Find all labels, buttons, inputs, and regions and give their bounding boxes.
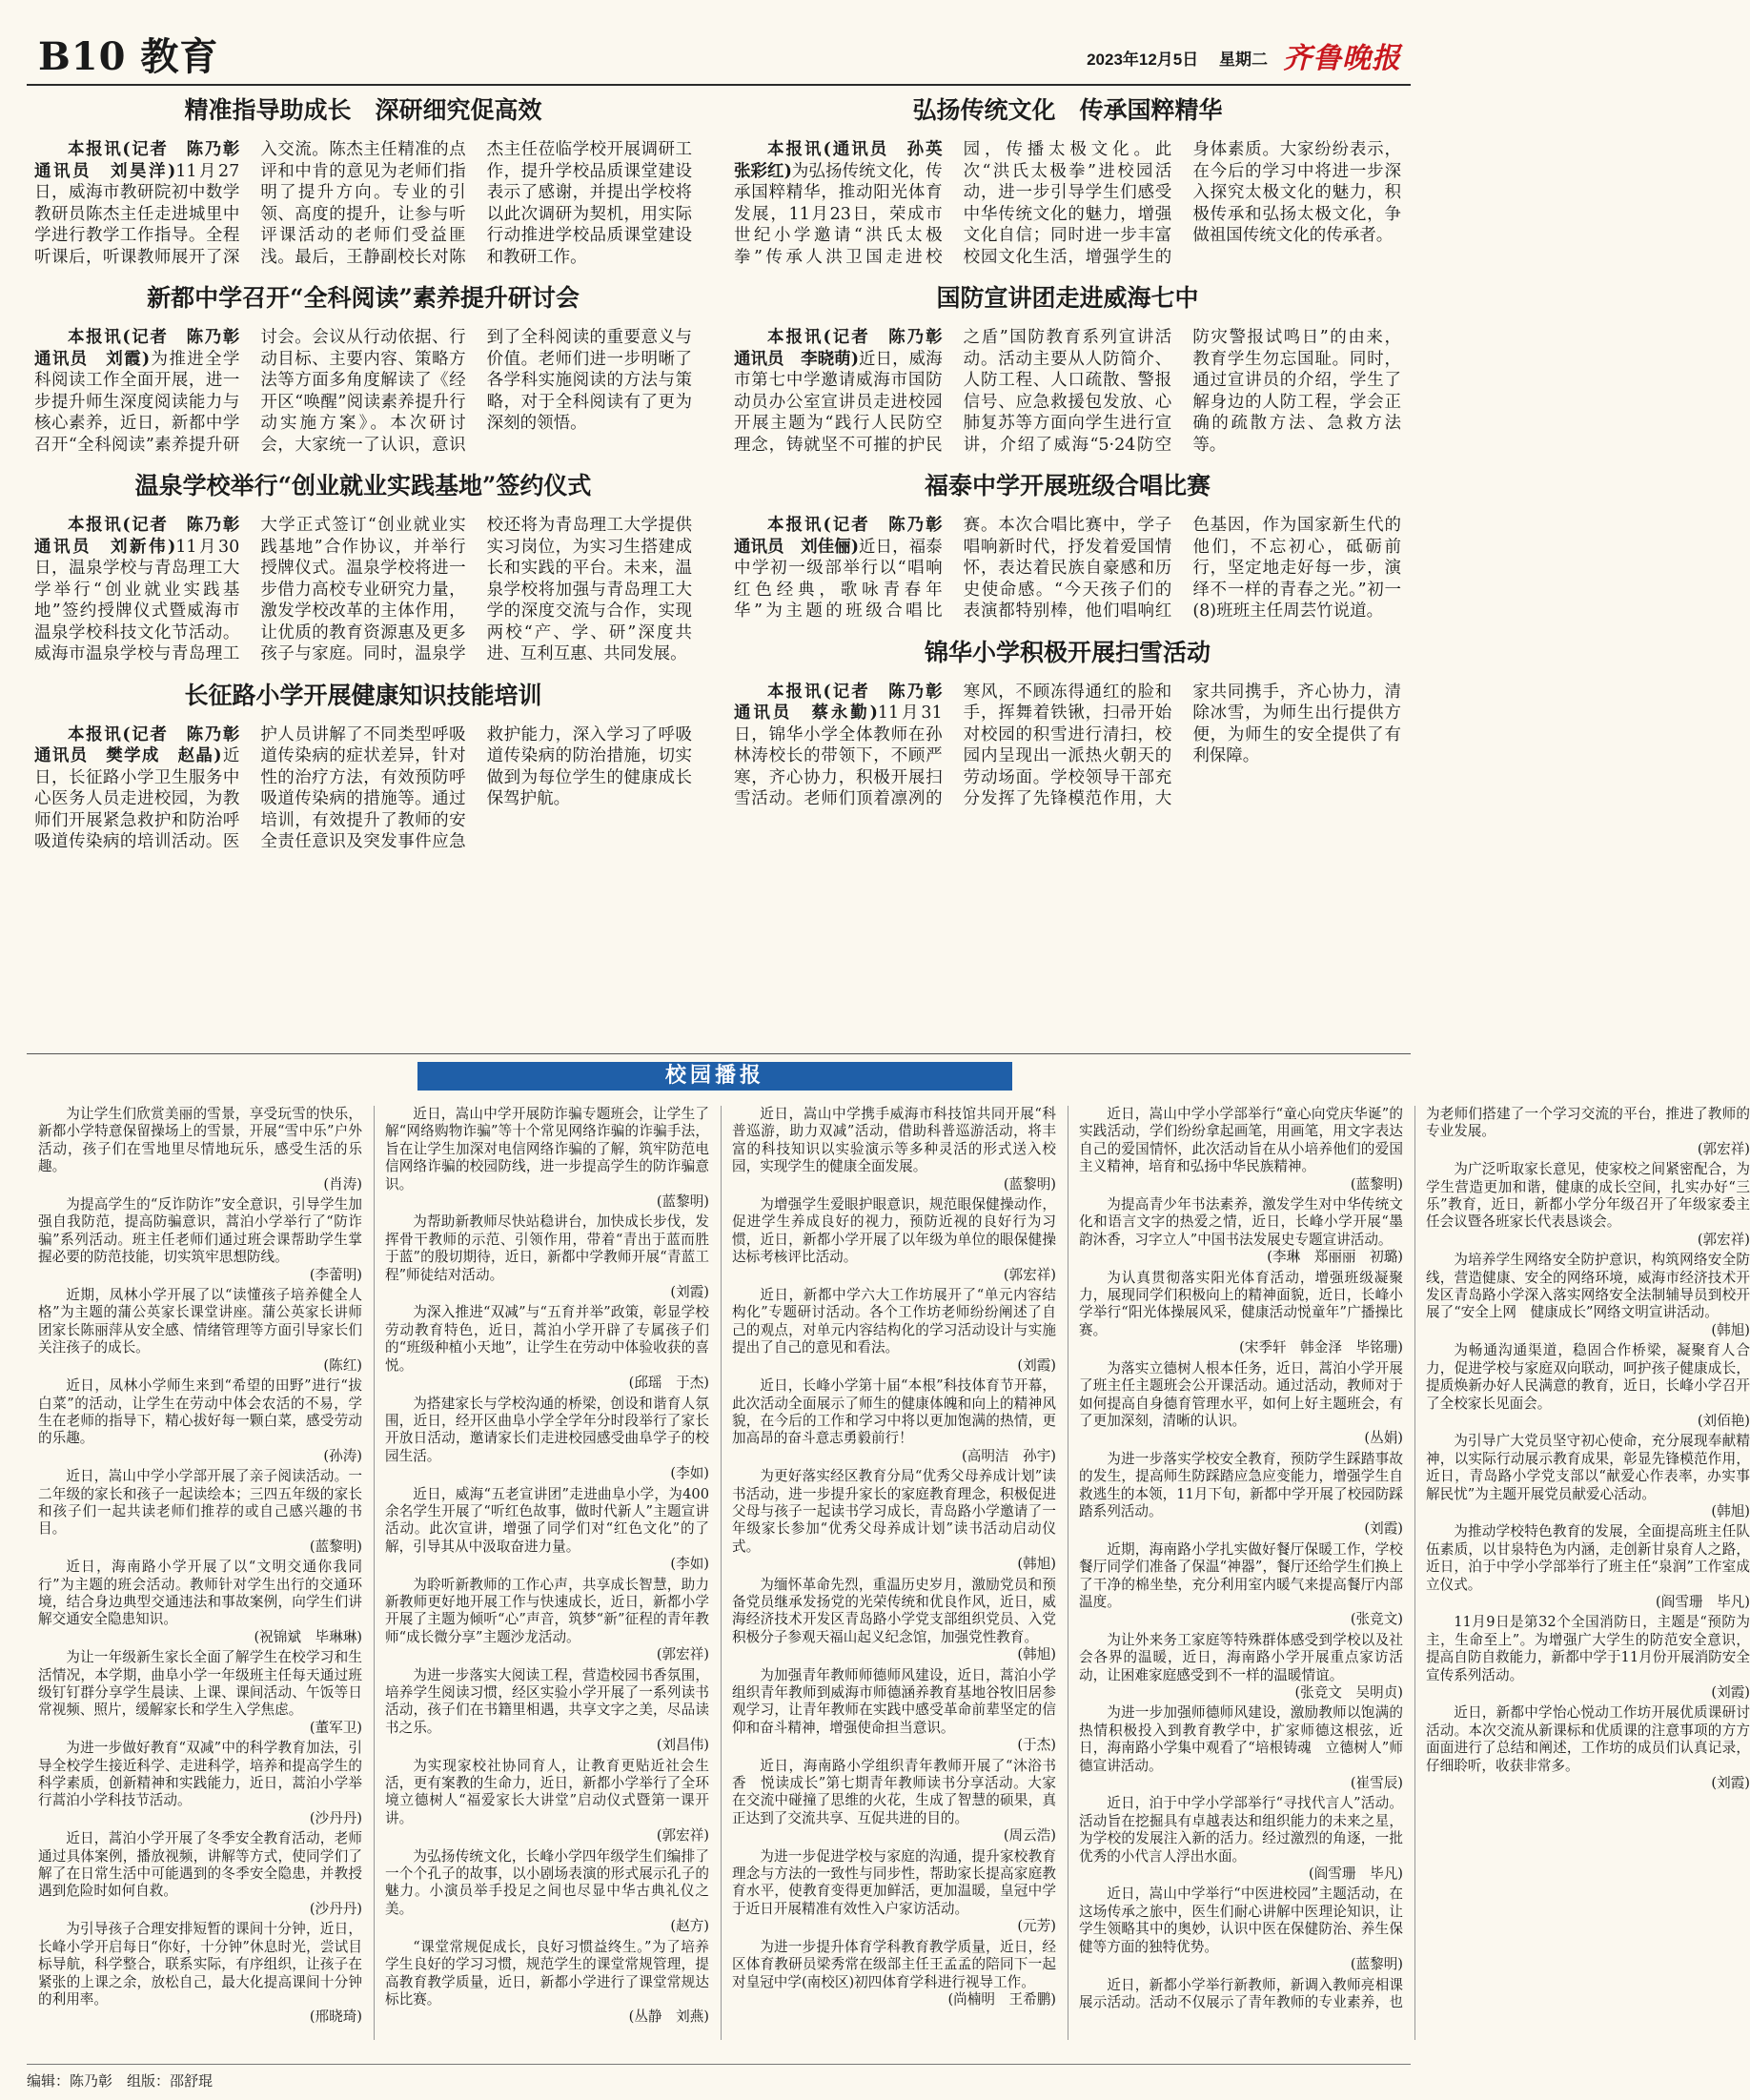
news-article bbox=[34, 283, 692, 456]
brief-text: 近日，嵩山中学举行“中医进校园”主题活动，在这场传承之旅中，医生们耐心讲解中医理论知识，让学生领略其中的奥妙，认识中医在保健防治、养生保健等方面的独特优势。 bbox=[1079, 1886, 1403, 1955]
brief-author: (郭宏祥) bbox=[1697, 1231, 1750, 1248]
article-text: 近日，威海市第七中学邀请威海市国防动员办公室宣讲员走进校园开展主题为“践行人民防空理念，铸就坚不可摧的护民之盾”国防教育系列宣讲活动。活动主要从人防简介、人防工程、人口疏散、警报信号、应急救援包发放、心肺复苏等方面向学生进行宣讲，介绍了威海“5·24防空防灾警报试鸣日”的由来，教育学生勿忘国耻。同时，通过宣讲员的介绍，学生了解身边的人防工程，学会正确的疏散方法、急救方法等。 bbox=[734, 328, 1401, 455]
brief-item bbox=[732, 1196, 1056, 1284]
brief-text: 为帮助新教师尽快站稳讲台，加快成长步伐，发挥骨干教师的示范、引领作用，带着“青出于蓝而胜于蓝”的殷切期待，近日，新都中学教师开展“青蓝工程”师徒结对活动。 bbox=[385, 1213, 709, 1283]
brief-text: “课堂常规促成长，良好习惯益终生。”为了培养学生良好的学习习惯，规范学生的课堂常规管理，提高教育教学质量，近日，新都小学进行了课堂常规达标比赛。 bbox=[385, 1938, 709, 2008]
brief-text: 为落实立德树人根本任务，近日，蒿泊小学开展了班主任主题班会公开课活动。通过活动，教师对于如何提高自身德育管理水平，如何上好主题班会，有了更加深刻，清晰的认识。 bbox=[1079, 1359, 1403, 1429]
article-body bbox=[734, 327, 1401, 456]
brief-author: (元芳) bbox=[1017, 1918, 1056, 1935]
brief-item bbox=[38, 1740, 362, 1827]
article-headline: 新都中学召开“全科阅读”素养提升研讨会 bbox=[147, 284, 580, 312]
brief-author: (韩旭) bbox=[1017, 1646, 1056, 1663]
brief-item bbox=[38, 1649, 362, 1737]
brief-author: (张竞文) bbox=[1350, 1611, 1403, 1628]
brief-author: (刘霞) bbox=[1711, 1684, 1750, 1701]
brief-item bbox=[732, 1377, 1056, 1465]
news-article bbox=[734, 638, 1401, 810]
brief-text: 为提高学生的“反诈防诈”安全意识，引导学生加强自我防范，提高防骗意识，蒿泊小学举行了“防诈骗”系列活动。班主任老师们通过班会课帮助学生掌握必要的防范技能，切实筑牢思想防线。 bbox=[38, 1196, 362, 1266]
brief-item bbox=[38, 1106, 362, 1193]
brief-text: 近日，新都小学举行新教师，新调入教师亮相课展示活动。活动不仅展示了青年教师的专业素养，也为老师们搭建了一个学习交流的平台，推进了教师的专业发展。 bbox=[1079, 1106, 1750, 2010]
article-byline: 本报讯(记者 陈乃彰 通讯员 蔡永勤) bbox=[734, 682, 960, 723]
article-byline: 本报讯(记者 陈乃彰 通讯员 刘新伟) bbox=[34, 516, 256, 557]
brief-author: (赵方) bbox=[670, 1918, 709, 1935]
brief-text: 近日，嵩山中学小学部开展了亲子阅读活动。一二年级的家长和孩子一起读绘本；三四五年级的家长和孩子们一起共读老师们推荐的或自己感兴趣的书目。 bbox=[38, 1468, 362, 1538]
brief-item bbox=[385, 1848, 709, 1936]
brief-text: 近日，蒿泊小学开展了冬季安全教育活动，老师通过具体案例，播放视频，讲解等方式，使同学们了解了在日常生活中可能遇到的冬季安全隐患，并教授遇到危险时如何自救。 bbox=[38, 1830, 362, 1900]
brief-author: (李如) bbox=[670, 1465, 709, 1482]
brief-item bbox=[38, 1468, 362, 1556]
brief-item bbox=[1426, 1252, 1750, 1339]
brief-item bbox=[1426, 1523, 1750, 1611]
brief-text: 近日，嵩山中学开展防诈骗专题班会，让学生了解“网络购物诈骗”等十个常见网络诈骗的诈骗手法，旨在让学生加深对电信网络诈骗的了解，筑牢防范电信网络诈骗的校园防线，进一步提高学生的防诈骗意识。 bbox=[385, 1106, 709, 1193]
article-byline: 本报讯(记者 陈乃彰 通讯员 李晓萌) bbox=[734, 328, 960, 369]
brief-author: (孙涛) bbox=[323, 1447, 362, 1464]
brief-text: 近日，新都中学六大工作坊展开了“单元内容结构化”专题研讨活动。各个工作坊老师纷纷阐述了自己的观点，对单元内容结构化的学习活动设计与实施提出了自己的意见和看法。 bbox=[732, 1287, 1056, 1356]
article-text: 为弘扬传统文化，传承国粹精华，推动阳光体育发展，11月23日，荣成市世纪小学邀请“洪氏太极拳”传承人洪卫国走进校园，传播太极文化。此次“洪氏太极拳”进校园活动，进一步引导学生们感受中华传统文化的魅力，增强文化自信；同时进一步丰富校园文化生活，增强学生的身体素质。大家纷纷表示，在今后的学习中将进一步深入探究太极文化的魅力，积极传承和弘扬太极文化，争做祖国传统文化的传承者。 bbox=[734, 140, 1401, 267]
campus-briefs bbox=[38, 1106, 1750, 2040]
brief-author: (郭宏祥) bbox=[1697, 1140, 1750, 1157]
brief-item bbox=[1426, 1614, 1750, 1702]
brief-author: (邢晓琦) bbox=[309, 2008, 362, 2026]
brief-text: 为加强青年教师师德师风建设，近日，蒿泊小学组织青年教师到威海市师德涵养教育基地谷牧旧居参观学习，让青年教师在实践中感受革命前辈坚定的信仰和奋斗精神，增强使命担当意识。 bbox=[732, 1666, 1056, 1736]
brief-author: (崔雪辰) bbox=[1350, 1775, 1403, 1792]
brief-text: 为进一步促进学校与家庭的沟通，提升家校教育理念与方法的一致性与同步性，帮助家长提高家庭教育水平，使教育变得更加鲜活，更加温暖，皇冠中学于近日开展精准有效性入户家访活动。 bbox=[732, 1847, 1056, 1917]
brief-item bbox=[385, 1758, 709, 1845]
article-text: 11月27日，威海市教研院初中数学教研员陈杰主任走进城里中学进行教学工作指导。全程听课后，听课教师展开了深入交流。陈杰主任精准的点评和中肯的意见为老师们指明了提升方向。专业的引领、高度的提升，让参与听评课活动的老师们受益匪浅。最后，王静副校长对陈杰主任莅临学校开展调研工作，提升学校品质课堂建设表示了感谢，并提出学校将以此次调研为契机，用实际行动推进学校品质课堂建设和教研工作。 bbox=[34, 140, 692, 267]
brief-text: 近日，泊于中学小学部举行“寻找代言人”活动。活动旨在挖掘具有卓越表达和组织能力的未来之星，为学校的发展注入新的活力。经过激烈的角逐，一批优秀的小代言人浮出水面。 bbox=[1079, 1795, 1403, 1865]
brief-text: 为让学生们欣赏美丽的雪景，享受玩雪的快乐，新都小学特意保留操场上的雪景，开展“雪中乐”户外活动，孩子们在雪地里尽情地玩乐，感受生活的乐趣。 bbox=[38, 1106, 362, 1175]
article-body bbox=[34, 515, 692, 665]
article-text: 近日，长征路小学卫生服务中心医务人员走进校园，为教师们开展紧急救护和防治呼吸道传染病的培训活动。医护人员讲解了不同类型呼吸道传染病的症状差异，针对性的治疗方法，有效预防呼吸道传染病的措施等。通过培训，有效提升了教师的安全责任意识及突发事件应急救护能力，深入学习了呼吸道传染病的防治措施，切实做到为每位学生的健康成长保驾护航。 bbox=[34, 724, 692, 851]
issue-date: 2023年12月5日 bbox=[1087, 51, 1199, 69]
article-byline: 本报讯(记者 陈乃彰 通讯员 刘霞) bbox=[34, 328, 256, 369]
brief-text: 为进一步加强师德师风建设，激励教师以饱满的热情积极投入到教育教学中，扩家师德这根弦，近日，海南路小学集中观看了“培根铸魂 立德树人”师德宣讲活动。 bbox=[1079, 1704, 1403, 1774]
brief-text: 为让外来务工家庭等特殊群体感受到学校以及社会各界的温暖，近日，海南路小学开展重点家访活动，让困难家庭感受到不一样的温暖情谊。 bbox=[1079, 1631, 1403, 1683]
brief-author: (李琳 郑丽丽 初璐) bbox=[1267, 1249, 1403, 1266]
brief-author: (蓝黎明) bbox=[1350, 1175, 1403, 1193]
brief-item bbox=[732, 1468, 1056, 1573]
brief-author: (肖涛) bbox=[323, 1175, 362, 1193]
brief-item bbox=[732, 1287, 1056, 1375]
left-column bbox=[34, 95, 692, 868]
brief-author: (丛娟) bbox=[1364, 1430, 1403, 1447]
brief-author: (沙丹丹) bbox=[309, 1900, 362, 1917]
brief-item bbox=[732, 1848, 1056, 1936]
brief-item bbox=[1079, 1541, 1403, 1629]
newspaper-logo: 齐鲁晚报 bbox=[1283, 42, 1401, 75]
brief-text: 近日，凤林小学师生来到“希望的田野”进行“拔白菜”的活动，让学生在劳动中体会农活的不易，学生在老师的指导下，精心拔好每一颗白菜，感受劳动的乐趣。 bbox=[38, 1377, 362, 1447]
article-text: 近日，福泰中学初一级部举行以“唱响红色经典，歌咏青春年华”为主题的班级合唱比赛。本次合唱比赛中，学子唱响新时代，抒发着爱国情怀，表达着民族自豪感和历史使命感。“今天孩子们的表演都特别棒，他们唱响红色基因，作为国家新生代的他们，不忘初心，砥砺前行，坚定地走好每一步，演绎不一样的青春之光。”初一(8)班班主任周芸竹说道。 bbox=[734, 516, 1401, 621]
brief-item bbox=[1426, 1342, 1750, 1430]
brief-text: 为深入推进“双减”与“五育并举”政策，彰显学校劳动教育特色，近日，蒿泊小学开辟了专属孩子们的“班级种植小天地”，让学生在劳动中体验收获的喜悦。 bbox=[385, 1304, 709, 1374]
brief-text: 为进一步落实学校安全教育，预防学生踩踏事故的发生，提高师生防踩踏应急应变能力，增强学生自救逃生的本领，11月下旬，新都中学开展了校园防踩踏系列活动。 bbox=[1079, 1450, 1403, 1519]
article-byline: 本报讯(记者 陈乃彰 通讯员 刘昊洋) bbox=[34, 140, 256, 181]
article-byline: 本报讯(通讯员 孙英 张彩红) bbox=[734, 140, 960, 181]
brief-text: 为进一步落实大阅读工程，营造校园书香氛围，培养学生阅读习惯，经区实验小学开展了一系列读书活动，孩子们在书籍里相遇，共享文字之美，尽品读书之乐。 bbox=[385, 1666, 709, 1736]
brief-author: (韩旭) bbox=[1017, 1556, 1056, 1573]
brief-author: (郭宏祥) bbox=[1003, 1266, 1056, 1283]
article-body bbox=[734, 139, 1401, 268]
article-headline: 福泰中学开展班级合唱比赛 bbox=[924, 472, 1211, 500]
page-footer bbox=[27, 2064, 1411, 2090]
article-body bbox=[34, 327, 692, 456]
article-headline: 弘扬传统文化 传承国粹精华 bbox=[912, 96, 1223, 124]
article-body bbox=[34, 139, 692, 268]
page-label: B10 教育 bbox=[38, 34, 219, 79]
brief-item bbox=[385, 1213, 709, 1301]
brief-text: 为提高青少年书法素养，激发学生对中华传统文化和语言文字的热爱之情，近日，长峰小学开展“墨韵沐香，习字立人”中国书法发展史专题宣讲活动。 bbox=[1079, 1196, 1403, 1248]
brief-author: (阎雪珊 毕凡) bbox=[1309, 1866, 1403, 1883]
article-body bbox=[734, 515, 1401, 622]
brief-item bbox=[38, 1559, 362, 1646]
brief-author: (董军卫) bbox=[309, 1719, 362, 1736]
brief-author: (郭宏祥) bbox=[656, 1646, 709, 1663]
brief-author: (郭宏祥) bbox=[656, 1827, 709, 1845]
brief-item bbox=[385, 1106, 709, 1211]
right-column bbox=[734, 95, 1401, 826]
brief-item bbox=[38, 1830, 362, 1918]
brief-text: 为引导广大党员坚守初心使命，充分展现奉献精神，以实际行动展示教育成果，彰显先锋模范作用，近日，青岛路小学党支部以“献爱心作表率，办实事解民忧”为主题开展党员献爱心活动。 bbox=[1426, 1433, 1750, 1502]
brief-text: 为认真贯彻落实阳光体育活动，增强班级凝聚力，展现同学们积极向上的精神面貌，近日，长峰小学举行“阳光体操展风采，健康活动悦童年”广播操比赛。 bbox=[1079, 1269, 1403, 1338]
brief-author: (丛静 刘燕) bbox=[628, 2008, 709, 2026]
article-headline: 精准指导助成长 深研细究促高效 bbox=[184, 96, 542, 124]
brief-item bbox=[38, 1196, 362, 1284]
brief-item bbox=[385, 1667, 709, 1755]
brief-author: (李如) bbox=[670, 1556, 709, 1573]
brief-text: 11月9日是第32个全国消防日，主题是“预防为主，生命至上”。为增强广大学生的防范安全意识，提高自防自救能力，新都中学于11月份开展消防安全宣传系列活动。 bbox=[1426, 1614, 1750, 1683]
brief-author: (韩旭) bbox=[1711, 1321, 1750, 1338]
brief-text: 为实现家校社协同育人，让教育更贴近社会生活，更有案教的生命力，近日，新都小学举行了全环境立德树人“福爱家长大讲堂”启动仪式暨第一课开讲。 bbox=[385, 1757, 709, 1826]
brief-item bbox=[732, 1758, 1056, 1845]
brief-text: 近日，海南路小学组织青年教师开展了“沐浴书香 悦读成长”第七期青年教师读书分享活动。大家在交流中碰撞了思维的火花，生成了智慧的硕果，真正达到了交流共享、互促共进的目的。 bbox=[732, 1757, 1056, 1826]
brief-author: (刘霞) bbox=[670, 1284, 709, 1301]
article-body bbox=[34, 724, 692, 853]
brief-text: 为弘扬传统文化，长峰小学四年级学生们编排了一个个孔子的故事，以小剧场表演的形式展示孔子的魅力。小演员举手投足之间也尽显中华古典礼仪之美。 bbox=[385, 1847, 709, 1917]
brief-author: (韩旭) bbox=[1711, 1502, 1750, 1519]
article-body bbox=[734, 682, 1401, 810]
brief-item bbox=[732, 1577, 1056, 1664]
article-headline: 国防宣讲团走进威海七中 bbox=[936, 284, 1199, 312]
brief-text: 近日，海南路小学开展了以“文明交通你我同行”为主题的班会活动。教师针对学生出行的交通环境，结合身边典型交通违法和事故案例，向学生们讲解交通安全隐患知识。 bbox=[38, 1559, 362, 1628]
brief-author: (刘霞) bbox=[1017, 1356, 1056, 1374]
brief-author: (邱瑶 于杰) bbox=[628, 1375, 709, 1392]
brief-text: 近日，长峰小学第十届“本根”科技体育节开幕，此次活动全面展示了师生的健康体魄和向上的精神风貌，在今后的工作和学习中将以更加饱满的热情，更加高昂的奋斗意志勇毅前行！ bbox=[732, 1377, 1056, 1447]
brief-author: (刘霞) bbox=[1711, 1775, 1750, 1792]
brief-author: (沙丹丹) bbox=[309, 1809, 362, 1826]
brief-author: (蓝黎明) bbox=[1350, 1956, 1403, 1973]
brief-item bbox=[1079, 1360, 1403, 1448]
brief-author: (蓝黎明) bbox=[1003, 1175, 1056, 1193]
news-article bbox=[34, 681, 692, 853]
brief-item bbox=[385, 1939, 709, 2027]
brief-text: 为搭建家长与学校沟通的桥梁，创设和谐育人氛围，近日，经开区曲阜小学全学年分时段举行了家长开放日活动，邀请家长们走进校园感受曲阜学子的校园生活。 bbox=[385, 1395, 709, 1464]
brief-author: (周云浩) bbox=[1003, 1827, 1056, 1845]
article-headline: 长征路小学开展健康知识技能培训 bbox=[184, 681, 542, 709]
brief-item bbox=[1079, 1795, 1403, 1883]
brief-text: 为培养学生网络安全防护意识，构筑网络安全防线，营造健康、安全的网络环境，威海市经济技术开发区青岛路小学深入落实网络安全法制辅导员到校开展了“安全上网 健康成长”网络文明宣讲活动。 bbox=[1426, 1252, 1750, 1321]
brief-item bbox=[732, 1667, 1056, 1755]
brief-text: 近日，嵩山中学携手威海市科技馆共同开展“科普巡游，助力双减”活动，借助科普巡游活动，将丰富的科技知识以实验演示等多种灵活的形式送入校园，实现学生的健康全面发展。 bbox=[732, 1106, 1056, 1175]
brief-text: 为引导孩子合理安排短暂的课间十分钟，近日，长峰小学开启每日“你好，十分钟”休息时光，尝试目标导航，科学整合，联系实际，有序组织，让孩子在紧张的上课之余，放松自己，最大化提高课间十分钟的利用率。 bbox=[38, 1921, 362, 2008]
masthead bbox=[27, 17, 1411, 86]
brief-author: (于杰) bbox=[1017, 1737, 1056, 1754]
brief-item bbox=[1426, 1161, 1750, 1249]
brief-text: 为缅怀革命先烈，重温历史岁月，激励党员和预备党员继承发扬党的光荣传统和优良作风，近日，威海经济技术开发区青岛路小学党支部组织党员、入党积极分子参观天福山起义纪念馆，加强党性教育。 bbox=[732, 1576, 1056, 1645]
brief-text: 为畅通沟通渠道，稳固合作桥梁，凝聚育人合力，促进学校与家庭双向联动，呵护孩子健康成长，提质焕新办好人民满意的教育，近日，长峰小学召开了全校家长见面会。 bbox=[1426, 1342, 1750, 1412]
brief-author: (阎雪珊 毕凡) bbox=[1656, 1593, 1750, 1610]
brief-author: (陈红) bbox=[323, 1356, 362, 1374]
brief-item bbox=[385, 1396, 709, 1483]
news-article bbox=[734, 283, 1401, 456]
brief-item bbox=[1079, 1196, 1403, 1267]
brief-item bbox=[1079, 1451, 1403, 1539]
brief-text: 为进一步做好教育“双减”中的科学教育加法，引导全校学生接近科学、走进科学，培养和提高学生的科学素质，创新精神和实践能力，近日，蒿泊小学举行蒿泊小学科技节活动。 bbox=[38, 1740, 362, 1809]
news-article bbox=[34, 95, 692, 268]
brief-item bbox=[1426, 1704, 1750, 1792]
article-text: 11月30日，温泉学校与青岛理工大学举行“创业就业实践基地”签约授牌仪式暨威海市温泉学校科技文化节活动。威海市温泉学校与青岛理工大学正式签订“创业就业实践基地”合作协议，并举行授牌仪式。温泉学校将进一步借力高校专业研究力量，激发学校改革的主体作用，让优质的教育资源惠及更多孩子与家庭。同时，温泉学校还将为青岛理工大学提供实习岗位，为实习生搭建成长和实践的平台。未来，温泉学校将加强与青岛理工大学的深度交流与合作，实现两校“产、学、研”深度共进、互利互惠、共同发展。 bbox=[34, 516, 692, 663]
brief-item bbox=[1426, 1433, 1750, 1520]
news-article bbox=[34, 471, 692, 665]
brief-text: 为增强学生爱眼护眼意识，规范眼保健操动作，促进学生养成良好的视力，预防近视的良好行为习惯，近日，新都小学开展了以年级为单位的眼保健操达标考核评比活动。 bbox=[732, 1196, 1056, 1266]
article-headline: 锦华小学积极开展扫雪活动 bbox=[924, 638, 1211, 666]
brief-author: (刘昌伟) bbox=[656, 1737, 709, 1754]
brief-text: 为进一步提升体育学科教育教学质量，近日，经区体育教研员梁秀常在级部主任王孟孟的陪同下一起对皇冠中学(南校区)初四体育学科进行视导工作。 bbox=[732, 1938, 1056, 1990]
brief-author: (高明洁 孙宇) bbox=[962, 1447, 1056, 1464]
news-article bbox=[734, 471, 1401, 622]
brief-item bbox=[38, 1287, 362, 1375]
brief-author: (尚楠明 王希鹏) bbox=[947, 1990, 1056, 2008]
brief-item bbox=[1079, 1270, 1403, 1357]
brief-item bbox=[1079, 1704, 1403, 1792]
news-article bbox=[734, 95, 1401, 268]
article-byline: 本报讯(记者 陈乃彰 通讯员 刘佳俪) bbox=[734, 516, 960, 557]
brief-item bbox=[38, 1377, 362, 1465]
brief-text: 近期，凤林小学开展了以“读懂孩子培养健全人格”为主题的蒲公英家长课堂讲座。蒲公英家长讲师团家长陈丽萍从安全感、情绪管理等方面引导家长们关注孩子的成长。 bbox=[38, 1287, 362, 1356]
brief-text: 近日，威海“五老宣讲团”走进曲阜小学，为400余名学生开展了“听红色故事，做时代新人”主题宣讲活动。此次宣讲，增强了同学们对“红色文化”的了解，引导其从中汲取奋进力量。 bbox=[385, 1485, 709, 1555]
brief-item bbox=[38, 1921, 362, 2026]
brief-item bbox=[385, 1304, 709, 1392]
brief-item bbox=[1079, 1632, 1403, 1702]
brief-item bbox=[1079, 1106, 1403, 1193]
article-text: 为推进全学科阅读工作全面开展，进一步提升师生深度阅读能力与核心素养，近日，新都中学召开“全科阅读”素养提升研讨会。会议从行动依据、行动目标、主要内容、策略方法等方面多角度解读了《经开区“唤醒”阅读素养提升行动实施方案》。本次研讨会，大家统一了认识，意识到了全科阅读的重要意义与价值。老师们进一步明晰了各学科实施阅读的方法与策略，对于全科阅读有了更为深刻的领悟。 bbox=[34, 328, 692, 455]
brief-text: 近期，海南路小学扎实做好餐厅保暖工作，学校餐厅同学们准备了保温“神器”，餐厅还给学生们换上了干净的棉坐垫，充分利用室内暖气来提高餐厅内部温度。 bbox=[1079, 1540, 1403, 1610]
brief-author: (刘霞) bbox=[1364, 1520, 1403, 1538]
brief-text: 为广泛听取家长意见，使家校之间紧密配合，为学生营造更加和谐，健康的成长空间，扎实办好“三乐”教育，近日，新都小学分年级召开了年级家委主任会议暨各班家长代表恳谈会。 bbox=[1426, 1161, 1750, 1231]
brief-item bbox=[385, 1486, 709, 1574]
brief-text: 为更好落实经区教育分局“优秀父母养成计划”读书活动，进一步提升家长的家庭教育理念，积极促进父母与孩子一起读书学习成长，青岛路小学邀请了一年级家长参加“优秀父母养成计划”读书活动启动仪式。 bbox=[732, 1468, 1056, 1555]
article-byline: 本报讯(记者 陈乃彰 通讯员 樊学成 赵晶) bbox=[34, 724, 256, 765]
brief-author: (宋季轩 韩金泽 毕铭珊) bbox=[1239, 1339, 1403, 1356]
brief-item bbox=[1079, 1886, 1403, 1973]
brief-text: 近日，新都中学怡心悦动工作坊开展优质课研讨活动。本次交流从新课标和优质课的注意事项的方方面面进行了总结和阐述，工作坊的成员们认真记录，仔细聆听，收获非常多。 bbox=[1426, 1704, 1750, 1774]
article-headline: 温泉学校举行“创业就业实践基地”签约仪式 bbox=[134, 472, 592, 500]
brief-item bbox=[385, 1577, 709, 1664]
date-line bbox=[1087, 46, 1268, 70]
section-banner: 校园播报 bbox=[417, 1062, 1012, 1091]
brief-text: 为聆听新教师的工作心声，共享成长智慧，助力新教师更好地开展工作与快速成长，近日，新都小学开展了主题为倾听“心”声音，筑梦“新”征程的青年教师“成长微分享”主题沙龙活动。 bbox=[385, 1576, 709, 1645]
brief-item bbox=[732, 1106, 1056, 1193]
brief-author: (蓝黎明) bbox=[309, 1538, 362, 1555]
brief-author: (刘佰艳) bbox=[1697, 1412, 1750, 1429]
brief-text: 为让一年级新生家长全面了解学生在校学习和生活情况，本学期，曲阜小学一年级班主任每天通过班级钉钉群分享学生晨读、上课、课间活动、午饭等日常视频、照片，缓解家长和学生入学焦虑。 bbox=[38, 1649, 362, 1719]
article-text: 11月31日，锦华小学全体教师在孙林涛校长的带领下，不顾严寒，齐心协力，积极开展扫雪活动。老师们顶着凛冽的寒风，不顾冻得通红的脸和手，挥舞着铁锹，扫帚开始对校园的积雪进行清扫，校园内呈现出一派热火朝天的劳动场面。学校领导干部充分发挥了先锋模范作用，大家共同携手，齐心协力，清除冰雪，为师生出行提供方便，为师生的安全提供了有利保障。 bbox=[734, 682, 1401, 808]
section-divider bbox=[27, 1053, 1411, 1054]
issue-weekday: 星期二 bbox=[1219, 51, 1268, 69]
brief-author: (祝锦斌 毕琳琳) bbox=[254, 1628, 362, 1645]
brief-author: (张竞文 吴明贞) bbox=[1294, 1684, 1403, 1701]
brief-text: 为推动学校特色教育的发展，全面提高班主任队伍素质，以甘泉特色为内涵，走创新甘泉育人之路，近日，泊于中学小学部举行了班主任“泉润”工作室成立仪式。 bbox=[1426, 1523, 1750, 1593]
editor-credit: 编辑：陈乃彰 组版：邵舒琨 bbox=[27, 2073, 214, 2090]
brief-item bbox=[732, 1939, 1056, 2009]
brief-text: 近日，嵩山中学小学部举行“童心向党庆华诞”的实践活动，学们纷纷拿起画笔，用画笔，用文字表达自己的爱国情怀，此次活动旨在从小培养他们的爱国主义精神，培育和弘扬中华民族精神。 bbox=[1079, 1106, 1403, 1175]
brief-author: (李蕾明) bbox=[309, 1266, 362, 1283]
brief-author: (蓝黎明) bbox=[656, 1193, 709, 1211]
